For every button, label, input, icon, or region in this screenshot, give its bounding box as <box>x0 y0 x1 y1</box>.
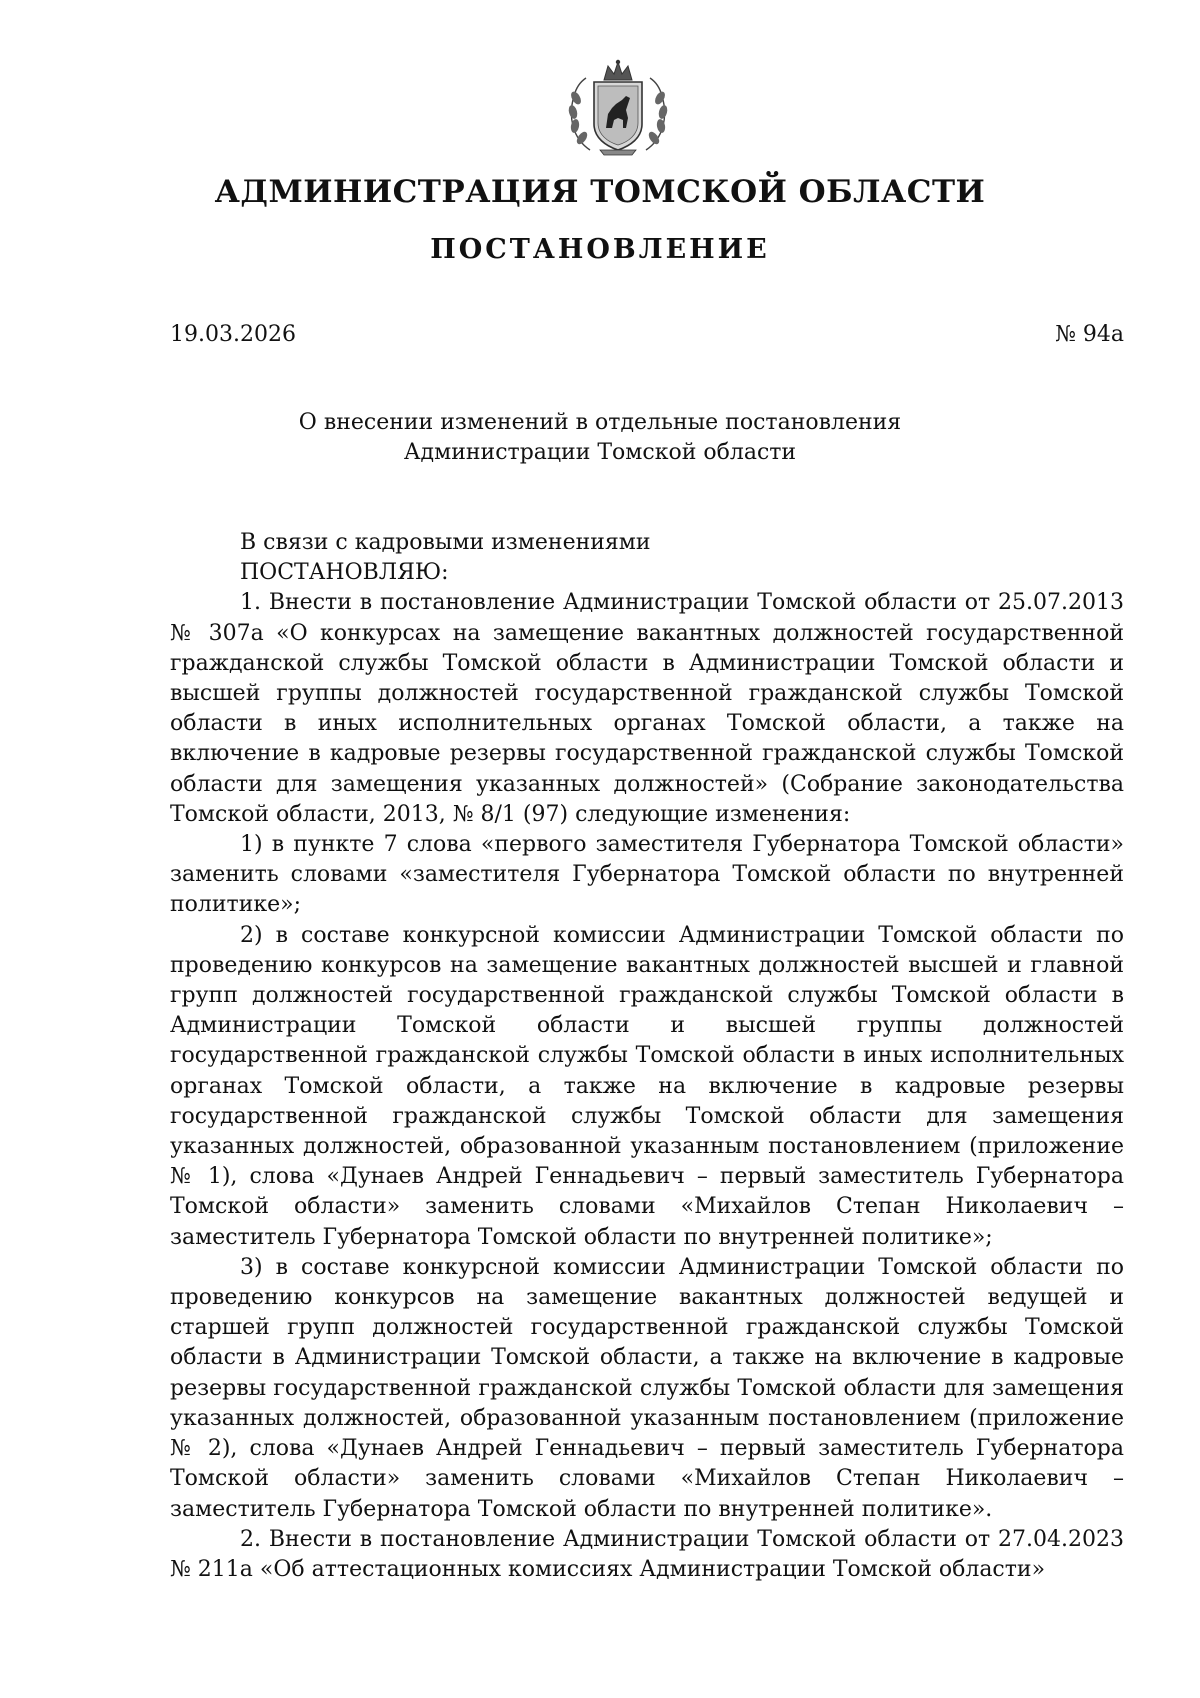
subject-line-2: Администрации Томской области <box>403 440 797 465</box>
item-1-1-paragraph: 1) в пункте 7 слова «первого заместителя Губернатора Томской области» заменить словами «заместителя Губернатора Томской области по внутренней политике»; <box>170 832 1124 918</box>
basis-paragraph: В связи с кадровыми изменениями <box>240 530 651 555</box>
tomsk-coat-of-arms-icon <box>560 58 676 158</box>
item-2-paragraph: 2. Внести в постановление Администрации Томской области от 27.04.2023 № 211а «Об аттестационных комиссиях Администрации Томской области» <box>170 1526 1124 1582</box>
document-body <box>170 528 1124 1585</box>
document-type: ПОСТАНОВЛЕНИЕ <box>430 234 770 265</box>
document-date: 19.03.2026 <box>170 322 296 347</box>
document-subject <box>0 408 1200 468</box>
item-1-paragraph: 1. Внести в постановление Администрации Томской области от 25.07.2013 № 307а «О конкурсах на замещение вакантных должностей государственной гражданской службы Томской области в Администрации Томской области и высшей группы должностей государственной гражданской службы Томской области в иных исполнительных органах Томской области, а также на включение в кадровые резервы государственной гражданской службы Томской области для замещения указанных должностей» (Собрание законодательства Томской области, 2013, № 8/1 (97) следующие изменения: <box>170 590 1124 827</box>
resolve-paragraph: ПОСТАНОВЛЯЮ: <box>240 560 449 586</box>
item-1-2-paragraph: 2) в составе конкурсной комиссии Администрации Томской области по проведению конкурсов на замещение вакантных должностей высшей и главной групп должностей государственной гражданской службы Томской области в Администрации Томской области и высшей группы должностей государственной гражданской службы Томской области в иных исполнительных органах Томской области, а также на включение в кадровые резервы государственной гражданской службы Томской области для замещения указанных должностей, образованной указанным постановлением (приложение № 1), слова «Дунаев Андрей Геннадьевич – первый заместитель Губернатора Томской области» заменить словами «Михайлов Степан Николаевич – заместитель Губернатора Томской области по внутренней политике»; <box>170 922 1124 1250</box>
organization-title: АДМИНИСТРАЦИЯ ТОМСКОЙ ОБЛАСТИ <box>214 174 986 210</box>
document-number: № 94а <box>1055 322 1124 347</box>
item-1-3-paragraph: 3) в составе конкурсной комиссии Администрации Томской области по проведению конкурсов на замещение вакантных должностей ведущей и старшей групп должностей государственной гражданской службы Томской области в Администрации Томской области, а также на включение в кадровые резервы государственной гражданской службы Томской области для замещения указанных должностей, образованной указанным постановлением (приложение № 2), слова «Дунаев Андрей Геннадьевич – первый заместитель Губернатора Томской области» заменить словами «Михайлов Степан Николаевич – заместитель Губернатора Томской области по внутренней политике». <box>170 1254 1124 1522</box>
subject-line-1: О внесении изменений в отдельные постановления <box>298 410 902 435</box>
